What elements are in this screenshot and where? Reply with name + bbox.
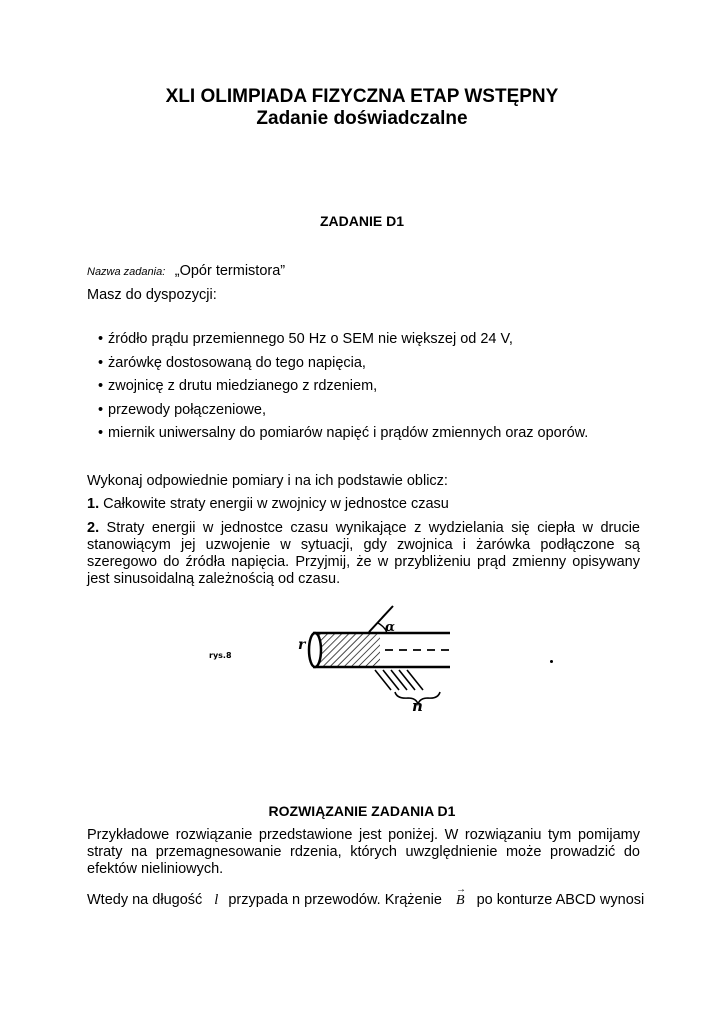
length-symbol: l [214,892,219,908]
figure-caption: rys.8 [209,651,232,660]
equipment-list [98,331,658,449]
list-item: • zwojnicę z drutu miedzianego z rdzeniem, [98,378,658,402]
available-label: Masz do dyspozycji: [87,287,217,303]
ink-dot [550,660,553,663]
question-1 [87,496,640,513]
vector-arrow: → [456,884,466,895]
b-vector-letter: B [456,893,465,908]
task-heading: ZADANIE D1 [319,213,404,229]
paragraph-2-middle: przypada n przewodów. Krążenie [228,892,442,908]
coil-drawing [298,606,450,715]
question-2-text: Straty energii w jednostce czasu wynikające z wydzielania się ciepła w drucie stanowiącym jej uzwojenie w sytuacji, gdy zwojnica i żarówka podłączone są szeregowo do źródła napięcia. Przyjmij, że w przybliżeniu prąd zmienny opisywany jest sinusoidalną zależnością od czasu. [87,520,640,587]
task-name-label: Nazwa zadania: [87,266,166,278]
radius-label: r [298,637,306,653]
document-subtitle: Zadanie doświadczalne [256,108,468,129]
paragraph-2-end: po konturze ABCD wynosi [476,892,645,908]
question-1-number: 1. [87,496,100,512]
question-2 [87,520,640,588]
list-item: • miernik uniwersalny do pomiarów napięć i prądów zmiennych oraz oporów. [98,425,658,449]
question-2-number: 2. [87,520,100,536]
question-1-text: Całkowite straty energii w zwojnicy w jednostce czasu [99,496,449,512]
alpha-label: α [385,620,396,635]
solution-paragraph-1: Przykładowe rozwiązanie przedstawione jest poniżej. W rozwiązaniu tym pomijamy straty na przemagnesowanie rdzenia, których uwzględnienie może prowadzić do efektów nieliniowych. [87,827,640,877]
instruction-text: Wykonaj odpowiednie pomiary i na ich podstawie oblicz: [87,473,448,489]
list-item: • źródło prądu przemiennego 50 Hz o SEM nie większej od 24 V, [98,331,658,355]
paragraph-2-start: Wtedy na długość [87,892,203,908]
list-item: • przewody połączeniowe, [98,402,658,426]
task-name-value: „Opór termistora” [174,263,286,279]
task-name-line [87,262,647,280]
solution-heading: ROZWIĄZANIE ZADANIA D1 [268,803,456,819]
n-label: n [412,697,423,715]
solution-paragraph-2 [87,884,647,909]
list-item: • żarówkę dostosowaną do tego napięcia, [98,355,658,379]
document-title: XLI OLIMPIADA FIZYCZNA ETAP WSTĘPNY [165,86,559,107]
b-vector-symbol [456,884,466,909]
coil-sketch-figure [285,598,460,718]
